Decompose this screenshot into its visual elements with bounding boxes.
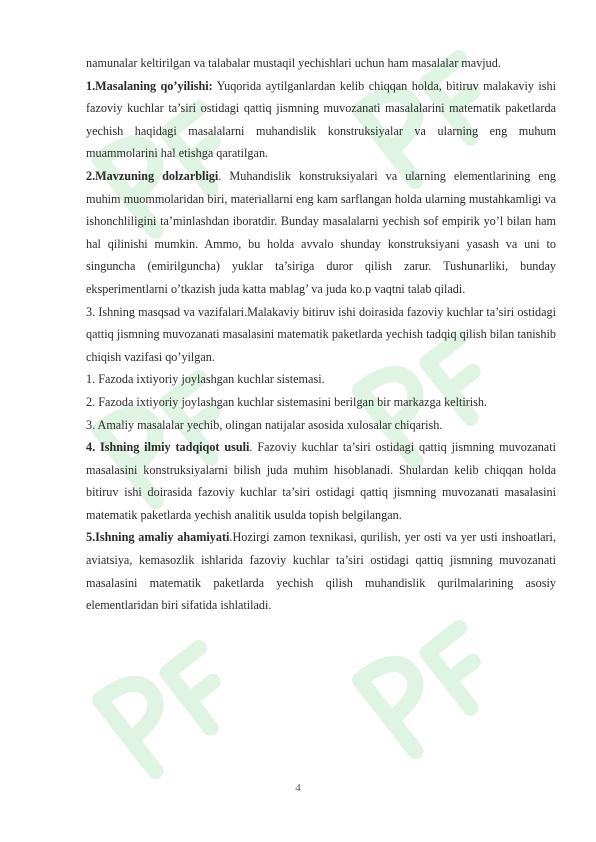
paragraph-intro — [86, 52, 556, 75]
page-body — [86, 52, 556, 617]
list-item — [86, 414, 556, 437]
paragraph-research-method — [86, 436, 556, 526]
paragraph-relevance — [86, 165, 556, 301]
paragraph-text: 1. Fazoda ixtiyoriy joylashgan kuchlar sistemasi. — [86, 372, 325, 387]
watermark-logo — [360, 612, 502, 751]
paragraph-heading: 5.Ishning amaliy ahamiyati — [86, 530, 230, 545]
paragraph-heading: 4. Ishning ilmiy tadqiqot usuli — [86, 440, 250, 455]
watermark-logo — [100, 632, 242, 771]
paragraph-text: namunalar keltirilgan va talabalar mustaqil yechishlari uchun ham masalalar mavjud. — [86, 56, 501, 70]
paragraph-problem-statement — [86, 75, 556, 165]
paragraph-heading: 2.Mavzuning dolzarbligi — [86, 168, 219, 183]
page-number: 4 — [295, 782, 301, 794]
paragraph-goals — [86, 301, 556, 369]
list-item — [86, 368, 556, 391]
paragraph-text: Yuqorida aytilganlardan kelib chiqqan holda, bitiruv malakaviy ishi fazoviy kuchlar ta’siri ostidagi qattiq jismning muvozanati masalalarini matematik paketlarda yechish haqidagi masalalarni muhandislik konstruksiyalar va ularning eng muhum muammolarini hal etishga qaratilgan. — [86, 78, 556, 161]
paragraph-text: 2. Fazoda ixtiyoriy joylashgan kuchlar sistemasini berilgan bir markazga keltirish. — [86, 394, 488, 409]
paragraph-heading: 1.Masalaning qo’yilishi: — [86, 78, 213, 93]
list-item — [86, 391, 556, 414]
paragraph-text: 3. Ishning masqsad va vazifalari.Malakaviy bitiruv ishi doirasida fazoviy kuchlar ta’siri ostidagi qattiq jismning muvozanati masalasini matematik paketlarda yechish tadqiq qilish bilan tanishib chiqish vazifasi qo’yilgan. — [86, 304, 556, 364]
paragraph-text: 3. Amaliy masalalar yechib, olingan natijalar asosida xulosalar chiqarish. — [86, 417, 443, 432]
paragraph-text: .Hozirgi zamon texnikasi, qurilish, yer osti va yer usti inshoatlari, aviatsiya, kemasozlik ishlarida fazoviy kuchlar ta’siri ostidagi qattiq jismning muvozanati masalasini matematik paketlarda yechish qilish muhandislik qurilmalarining asosiy elementlaridan biri sifatida ishlatiladi. — [86, 530, 556, 613]
paragraph-text: . Fazoviy kuchlar ta’siri ostidagi qattiq jismning muvozanati masalasini konstruksiyalarni bilish juda muhim hisoblanadi. Shulardan kelib chiqqan holda bitiruv ishi doirasida fazoviy kuchlar ta’siri ostidagi qattiq jismning muvozanati masalasini matematik paketlarda yechish analitik usulda topish belgilangan. — [86, 440, 556, 522]
paragraph-text: . Muhandislik konstruksiyalari va ularning elementlarining eng muhim muommolaridan biri, materiallarni eng kam sarflangan holda ularning mustahkamligi va ishonchliligini ta’minlashdan iboratdir. Bunday masalalarni yechish sof empirik yo’l bilan ham hal qilinishi mumkin. Ammo, bu holda avvalo shunday konstruksiyani yasash va uni to singuncha (emirilguncha) yuklar ta’siriga duror qilish zarur. Tushunarliki, bunday eksperimentlarni o’tkazish juda katta mablag’ va juda ko.p vaqtni talab qiladi. — [86, 168, 556, 296]
paragraph-practical-significance — [86, 526, 556, 616]
